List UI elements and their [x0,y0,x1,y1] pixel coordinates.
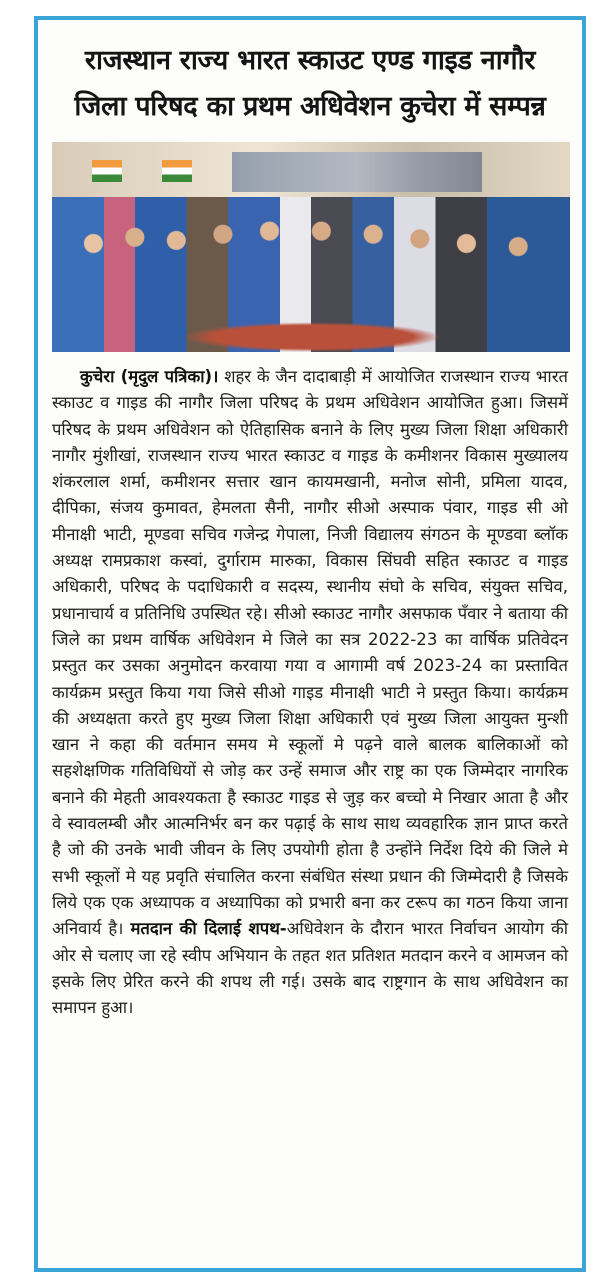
paragraph-2: सीओ स्काउट नागौर असफाक पँवार ने बताया की जिले का प्रथम वार्षिक अधिवेशन मे जिले का सत्र 2022-23 का वार्षिक प्रतिवेदन प्रस्तुत कर उसका अनुमोदन करवाया गया व आगामी वर्ष 2023-24 का प्रस्तावित कार्यक्रम प्रस्तुत किया गया जिसे सीओ गाइड मीनाक्षी भाटी ने प्रस्तुत किया। कार्यक्रम की अध्यक्षता करते हुए मुख्य जिला शिक्षा अधिकारी एवं मुख्य जिला आयुक्त मुन्शी खान ने कहा की वर्तमान समय मे स्कूलों मे पढ़ने वाले बालक बालिकाओं को सहशेक्षणिक गतिविधियों से जोड़ कर उन्हें समाज और राष्ट्र का एक जिम्मेदार नागरिक बनाने की मेहती आवश्यकता है स्काउट गाइड से जुड़ कर बच्चो मे निखार आता है और वे स्वावलम्बी और आत्मनिर्भर बन कर पढ़ाई के साथ साथ व्यवहारिक ज्ञान प्राप्त करते है जो की उनके भावी जीवन के लिए उपयोगी होता है उन्होंने निर्देश दिये की जिले मे सभी स्कूलों मे यह प्रवृति संचालित करना संबंधित संस्था प्रधान की जिम्मेदारी है जिसके लिये एक एक अध्यापक व अध्यापिका को प्रभारी बना कर टरूप का गठन किया जाना अनिवार्य है। [52,603,569,939]
headline-line-1: राजस्थान राज्य भारत स्काउट एण्ड गाइड नागौर [84,45,536,76]
photo-rangoli [182,322,442,352]
paragraph-3: अधिवेशन के दौरान भारत निर्वाचन आयोग की ओर से चलाए जा रहे स्वीप अभियान के तहत शत प्रतिशत मतदान करने व आमजन को इसके लिए प्रेरित करने की शपथ ली गई। उसके बाद राष्ट्रगान के साथ अधिवेशन का समापन हुआ। [52,919,568,1018]
subheading: मतदान की दिलाई शपथ- [130,919,287,939]
headline [48,38,572,130]
paragraph-1: शहर के जैन दादाबाड़ी में आयोजित राजस्थान राज्य भारत स्काउट व गाइड की नागौर जिला परिषद के प्रथम अधिवेशन आयोजित हुआ। जिसमें परिषद के प्रथम अधिवेशन को ऐतिहासिक बनाने के लिए मुख्य जिला शिक्षा अधिकारी नागौर मुंशीखां, राजस्थान राज्य भारत स्काउट व गाइड के कमीशनर विकास मुख्यालय शंकरलाल शर्मा, कमीशनर सत्तार खान कायमखानी, मनोज सोनी, प्रमिला यादव, दीपिका, संजय कुमावत, हेमलता सैनी, नागौर सीओ अस्पाक पंवार, गाइड सी ओ मीनाक्षी भाटी, मूण्डवा सचिव गजेन्द्र गेपाला, निजी विद्यालय संगठन के मूण्डवा ब्लॉक अध्यक्ष रामप्रकाश कस्वां, दुर्गाराम मारुका, विकास सिंघवी सहित स्काउट व गाइड अधिकारी, परिषद के पदाधिकारी व सदस्य, स्थानीय संघो के सचिव, संयुक्त सचिव, प्रधानाचार्य व प्रतिनिधि उपस्थित रहे। [52,367,568,623]
dateline: कुचेरा (मृदुल पत्रिका)। [80,367,219,386]
news-clipping-frame [34,16,586,1272]
scouts-guides-oath-photo [52,142,570,352]
headline-line-2: जिला परिषद का प्रथम अधिवेशन कुचेरा में सम्पन्न [74,91,546,122]
flag-icon [92,160,122,182]
photo-banner [232,152,482,192]
article-body [52,364,568,1021]
flag-icon [162,160,192,182]
